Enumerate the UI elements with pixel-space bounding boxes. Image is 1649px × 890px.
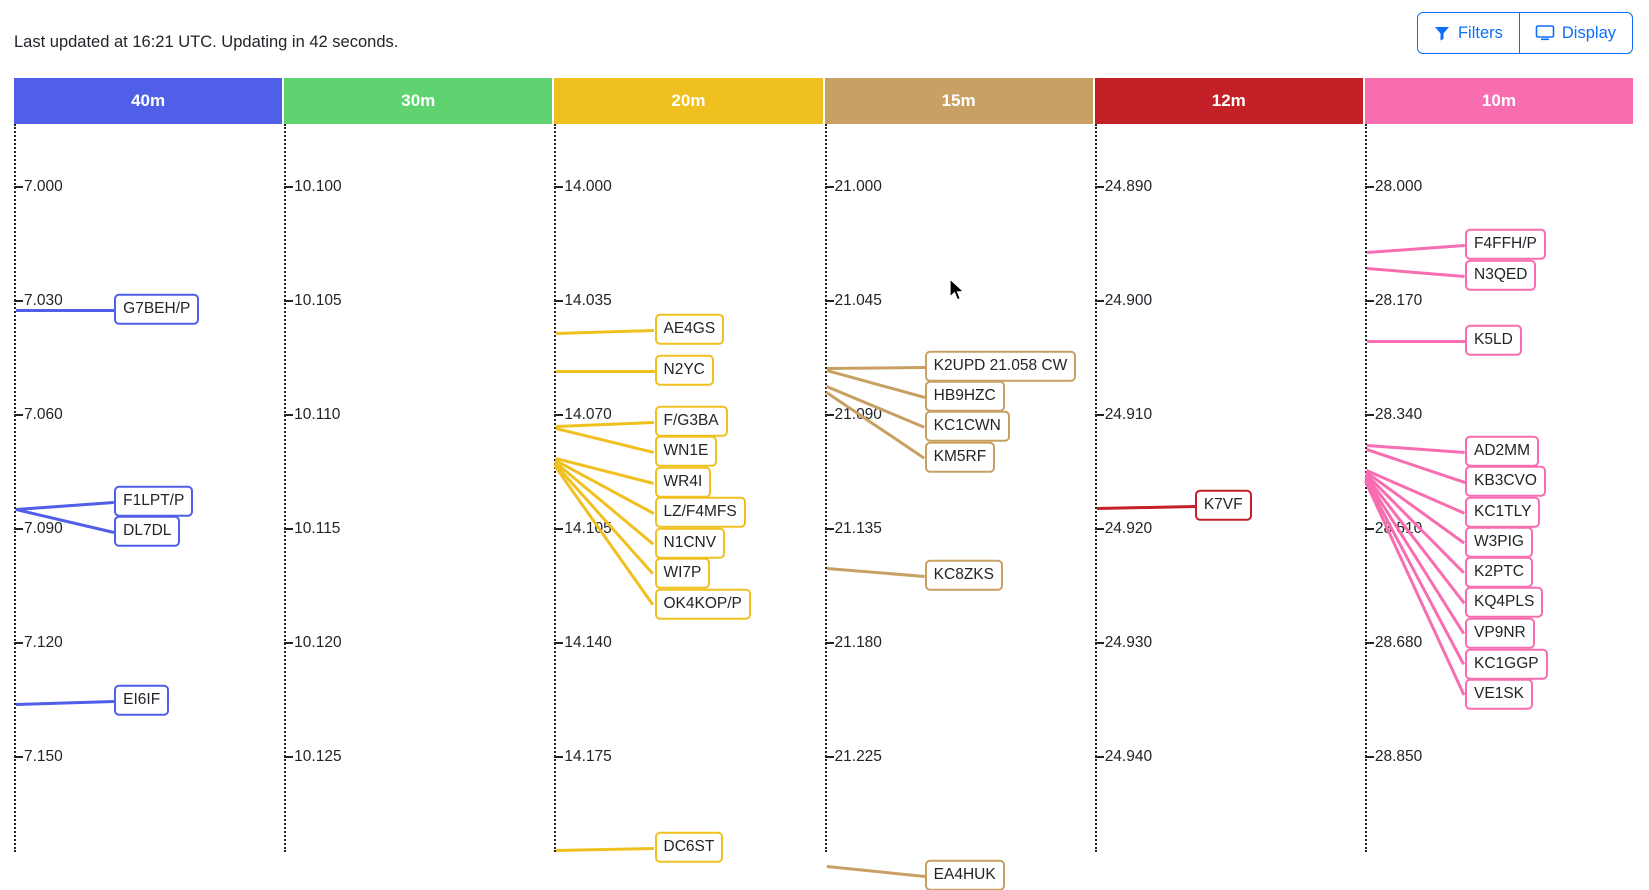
mouse-cursor	[949, 278, 967, 309]
tick-dash	[1365, 528, 1374, 530]
tick-label: 10.100	[294, 178, 342, 195]
tick-label: 7.150	[24, 748, 63, 765]
spot-callsign-chip[interactable]: LZ/F4MFS	[655, 497, 746, 528]
tick-dash	[1095, 414, 1104, 416]
spot-leader-line	[1367, 267, 1465, 278]
axis-tick	[14, 178, 63, 196]
toolbar-buttons	[1417, 12, 1633, 54]
tick-dash	[1365, 756, 1374, 758]
axis-tick	[14, 748, 63, 766]
spot-callsign-chip[interactable]: KC8ZKS	[925, 560, 1003, 591]
axis-tick	[1095, 520, 1152, 538]
spot-leader-line	[1367, 340, 1465, 343]
tick-dash	[14, 642, 23, 644]
tick-dash	[14, 756, 23, 758]
axis-tick	[825, 292, 882, 310]
spot-callsign-chip[interactable]: K2UPD 21.058 CW	[925, 351, 1077, 382]
tick-label: 24.940	[1104, 748, 1153, 765]
spot-callsign-chip[interactable]: DC6ST	[655, 832, 724, 863]
tick-dash	[14, 414, 23, 416]
axis-tick	[825, 748, 882, 766]
axis-tick	[554, 406, 611, 424]
band-header-10m[interactable]: 10m	[1365, 78, 1635, 124]
axis-tick	[825, 178, 882, 196]
axis-tick	[1095, 634, 1152, 652]
tick-label: 10.120	[294, 634, 342, 651]
tick-dash	[825, 756, 834, 758]
axis-tick	[1095, 748, 1152, 766]
tick-dash	[14, 300, 23, 302]
axis-tick	[554, 748, 611, 766]
axis-tick	[14, 520, 63, 538]
tick-label: 28.000	[1374, 178, 1423, 195]
filters-button[interactable]	[1417, 12, 1520, 54]
spot-callsign-chip[interactable]: F4FFH/P	[1465, 229, 1546, 260]
axis-tick	[284, 634, 341, 652]
spot-callsign-chip[interactable]: VP9NR	[1465, 618, 1535, 649]
spot-callsign-chip[interactable]: AE4GS	[655, 314, 725, 345]
tick-dash	[284, 414, 293, 416]
tick-dash	[14, 528, 23, 530]
axis-tick	[1365, 178, 1422, 196]
tick-label: 10.110	[294, 406, 341, 423]
tick-label: 24.900	[1104, 292, 1153, 309]
tick-dash	[284, 528, 293, 530]
spot-callsign-chip[interactable]: G7BEH/P	[114, 294, 199, 325]
spot-callsign-chip[interactable]: F/G3BA	[655, 406, 728, 437]
spot-leader-line	[826, 567, 924, 578]
top-toolbar	[0, 0, 1649, 78]
axis-tick	[284, 406, 340, 424]
tick-dash	[1095, 756, 1104, 758]
tick-label: 14.105	[564, 520, 612, 537]
tick-label: 10.125	[294, 748, 342, 765]
tick-label: 14.140	[564, 634, 612, 651]
tick-dash	[1365, 300, 1374, 302]
frequency-axis	[14, 124, 16, 852]
spot-leader-line	[556, 329, 654, 335]
band-body-12m	[1095, 124, 1365, 852]
axis-tick	[14, 406, 63, 424]
band-header-40m[interactable]: 40m	[14, 78, 284, 124]
spot-callsign-chip[interactable]: N3QED	[1465, 260, 1536, 291]
axis-tick	[1365, 634, 1422, 652]
tick-label: 7.030	[24, 292, 63, 309]
spot-callsign-chip[interactable]: EI6IF	[114, 685, 169, 716]
frequency-axis	[1095, 124, 1097, 852]
tick-dash	[284, 186, 293, 188]
spot-callsign-chip[interactable]: WN1E	[655, 436, 718, 467]
spot-leader-line	[826, 369, 925, 399]
spot-leader-line	[16, 700, 114, 706]
axis-tick	[1365, 406, 1422, 424]
axis-tick	[1365, 292, 1422, 310]
tick-dash	[825, 642, 834, 644]
tick-label: 7.090	[24, 520, 63, 537]
tick-dash	[554, 528, 563, 530]
tick-label: 7.060	[24, 406, 63, 423]
frequency-axis	[554, 124, 556, 852]
tick-dash	[554, 186, 563, 188]
tick-dash	[14, 186, 23, 188]
tick-dash	[825, 528, 834, 530]
band-body-30m	[284, 124, 554, 852]
tick-label: 28.680	[1374, 634, 1423, 651]
tick-label: 21.000	[834, 178, 882, 195]
band-column-20m	[554, 78, 824, 855]
tick-label: 24.920	[1104, 520, 1153, 537]
spot-leader-line	[825, 391, 925, 459]
axis-tick	[284, 292, 341, 310]
tick-label: 14.000	[564, 178, 612, 195]
tick-label: 7.120	[24, 634, 63, 651]
spot-callsign-chip[interactable]: VE1SK	[1465, 679, 1533, 710]
spot-callsign-chip[interactable]: N2YC	[655, 355, 714, 386]
axis-tick	[284, 748, 341, 766]
tick-label: 14.070	[564, 406, 612, 423]
band-column-40m	[14, 78, 284, 852]
band-column-30m	[284, 78, 554, 852]
tick-dash	[554, 300, 563, 302]
tick-label: 14.175	[564, 748, 612, 765]
spot-callsign-chip[interactable]: KM5RF	[925, 442, 996, 473]
band-header-15m[interactable]: 15m	[825, 78, 1095, 124]
axis-tick	[1095, 406, 1152, 424]
axis-tick	[1365, 748, 1422, 766]
tick-label: 21.180	[834, 634, 882, 651]
tick-dash	[284, 756, 293, 758]
tick-dash	[554, 642, 563, 644]
tick-dash	[1095, 642, 1104, 644]
band-body-20m	[554, 124, 824, 855]
spot-callsign-chip[interactable]: KQ4PLS	[1465, 587, 1543, 618]
tick-dash	[554, 414, 563, 416]
spot-callsign-chip[interactable]: KC1CWN	[925, 411, 1010, 442]
display-button-label: Display	[1561, 23, 1616, 42]
band-columns	[14, 78, 1635, 883]
tick-label: 24.930	[1104, 634, 1153, 651]
spot-leader-line	[1097, 505, 1195, 510]
status-text: Last updated at 16:21 UTC. Updating in 42 seconds.	[14, 33, 399, 51]
spot-callsign-chip[interactable]: OK4KOP/P	[655, 589, 751, 620]
tick-label: 28.170	[1374, 292, 1423, 309]
tick-label: 24.910	[1104, 406, 1153, 423]
band-body-10m	[1365, 124, 1635, 852]
display-button[interactable]	[1520, 12, 1633, 54]
band-column-15m	[825, 78, 1095, 883]
monitor-icon	[1536, 25, 1554, 41]
tick-label: 7.000	[24, 178, 63, 195]
spot-callsign-chip[interactable]: KC1TLY	[1465, 497, 1540, 528]
axis-tick	[14, 292, 63, 310]
spot-leader-line	[556, 370, 654, 373]
spot-callsign-chip[interactable]: F1LPT/P	[114, 486, 193, 517]
tick-dash	[1095, 186, 1104, 188]
spot-leader-line	[827, 366, 925, 370]
axis-tick	[284, 520, 340, 538]
axis-tick	[14, 634, 63, 652]
tick-label: 10.115	[294, 520, 341, 537]
tick-dash	[554, 756, 563, 758]
spot-callsign-chip[interactable]: K5LD	[1465, 325, 1522, 356]
band-column-12m	[1095, 78, 1365, 852]
axis-tick	[1095, 178, 1152, 196]
spot-leader-line	[556, 847, 654, 852]
spot-callsign-chip[interactable]: KC1GGP	[1465, 649, 1548, 680]
filter-icon	[1434, 25, 1450, 41]
tick-dash	[284, 300, 293, 302]
spot-callsign-chip[interactable]: WI7P	[655, 558, 711, 589]
tick-label: 14.035	[564, 292, 612, 309]
tick-label: 28.340	[1374, 406, 1423, 423]
spot-callsign-chip[interactable]: KB3CVO	[1465, 466, 1546, 497]
tick-dash	[825, 414, 834, 416]
tick-label: 21.135	[834, 520, 882, 537]
spot-leader-line	[16, 309, 114, 312]
band-header-12m[interactable]: 12m	[1095, 78, 1365, 124]
tick-label: 28.510	[1374, 520, 1423, 537]
tick-label: 28.850	[1374, 748, 1423, 765]
tick-label: 21.045	[834, 292, 882, 309]
tick-dash	[1095, 300, 1104, 302]
band-header-30m[interactable]: 30m	[284, 78, 554, 124]
spot-leader-line	[16, 501, 114, 511]
spot-callsign-chip[interactable]: AD2MM	[1465, 436, 1539, 467]
tick-dash	[825, 186, 834, 188]
axis-tick	[1095, 292, 1152, 310]
band-body-15m	[825, 124, 1095, 883]
spot-callsign-chip[interactable]: WR4I	[655, 467, 712, 498]
tick-label: 21.225	[834, 748, 882, 765]
spot-callsign-chip[interactable]: W3PIG	[1465, 527, 1533, 558]
tick-dash	[825, 300, 834, 302]
axis-tick	[825, 520, 882, 538]
spot-leader-line	[556, 427, 655, 454]
spot-callsign-chip[interactable]: HB9HZC	[925, 381, 1005, 412]
axis-tick	[284, 178, 341, 196]
band-column-10m	[1365, 78, 1635, 852]
spot-callsign-chip[interactable]: K7VF	[1195, 490, 1252, 521]
tick-label: 21.090	[834, 406, 882, 423]
frequency-axis	[825, 124, 827, 852]
axis-tick	[554, 292, 611, 310]
spot-callsign-chip[interactable]: EA4HUK	[925, 860, 1005, 890]
axis-tick	[554, 178, 611, 196]
tick-dash	[1365, 414, 1374, 416]
frequency-axis	[284, 124, 286, 852]
tick-dash	[1365, 642, 1374, 644]
spot-leader-line	[1367, 244, 1465, 254]
band-header-20m[interactable]: 20m	[554, 78, 824, 124]
tick-label: 10.105	[294, 292, 342, 309]
band-body-40m	[14, 124, 284, 852]
filters-button-label: Filters	[1457, 23, 1503, 42]
tick-dash	[284, 642, 293, 644]
spot-callsign-chip[interactable]: DL7DL	[114, 516, 180, 547]
axis-tick	[825, 634, 882, 652]
tick-dash	[1095, 528, 1104, 530]
axis-tick	[554, 634, 611, 652]
tick-dash	[1365, 186, 1374, 188]
tick-label: 24.890	[1104, 178, 1153, 195]
spot-leader-line	[826, 865, 924, 878]
spot-callsign-chip[interactable]: N1CNV	[655, 528, 726, 559]
spot-callsign-chip[interactable]: K2PTC	[1465, 557, 1533, 588]
